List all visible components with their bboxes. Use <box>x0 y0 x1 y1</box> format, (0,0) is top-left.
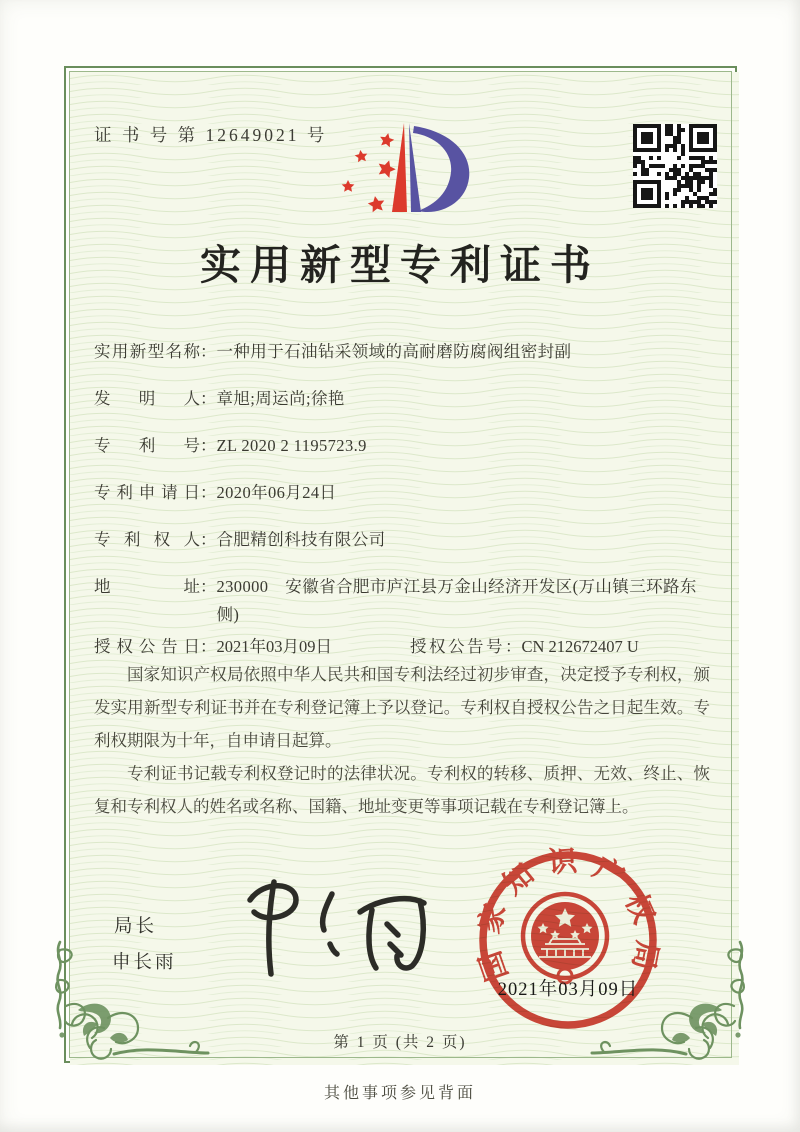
field-label: 专利权人 <box>94 530 200 549</box>
qr-code <box>633 124 717 208</box>
grant-row <box>94 633 710 661</box>
national-emblem-icon <box>523 894 607 983</box>
back-note: 其他事项参见背面 <box>323 1085 476 1102</box>
grant-date-label: 授权公告日 <box>94 637 200 656</box>
field-value: 合肥精创科技有限公司 <box>216 530 386 549</box>
paragraph: 国家知识产权局依照中华人民共和国专利法经过初步审查，决定授予专利权，颁发实用新型专利证书并在专利登记簿上予以登记。专利权自授权公告之日起生效。专利权期限为十年，自申请日起算。 <box>94 665 710 750</box>
grant-date-group <box>94 633 410 661</box>
field-colon: ： <box>200 436 217 455</box>
field-label: 地址 <box>94 577 200 596</box>
grant-date-value: 2021年03月09日 <box>216 637 332 656</box>
field-row-inventors <box>94 385 710 413</box>
certificate-number: 证 书 号 第 12649021 号 <box>94 125 328 145</box>
field-row-name <box>94 338 710 366</box>
field-row-patent-number <box>94 432 710 460</box>
certificate-fields <box>94 338 710 661</box>
field-label: 实用新型名称 <box>94 342 200 361</box>
grant-number-label: 授权公告号 <box>410 637 505 656</box>
field-colon: ： <box>505 637 522 656</box>
field-row-patentee <box>94 526 710 554</box>
cnipa-logo-icon <box>330 108 482 236</box>
field-value: 2020年06月24日 <box>216 483 337 502</box>
seal-text: 国家知识产权局 <box>473 845 663 985</box>
field-row-address <box>94 573 710 629</box>
certificate-title: 实用新型专利证书 <box>200 242 600 288</box>
field-value: ZL 2020 2 1195723.9 <box>216 436 367 455</box>
field-colon: ： <box>200 483 217 502</box>
grant-number-value: CN 212672407 U <box>521 637 639 656</box>
field-colon: ： <box>200 637 217 656</box>
field-colon: ： <box>200 342 217 361</box>
field-label: 专利号 <box>94 436 200 455</box>
field-label: 发明人 <box>94 389 200 408</box>
field-row-filing-date <box>94 479 710 507</box>
legal-text <box>94 658 710 823</box>
seal-date: 2021年03月09日 <box>497 980 639 1000</box>
field-colon: ： <box>200 389 217 408</box>
field-label: 专利申请日 <box>94 483 200 502</box>
field-colon: ： <box>200 530 217 549</box>
official-seal-icon <box>473 845 663 1035</box>
signature-icon <box>212 868 444 988</box>
grant-number-group <box>410 633 639 661</box>
director-title: 局长 <box>114 917 158 937</box>
field-value: 230000 安徽省合肥市庐江县万金山经济开发区(万山镇三环路东侧) <box>216 577 697 624</box>
field-colon: ： <box>200 577 217 596</box>
field-value: 章旭;周运尚;徐艳 <box>216 389 345 408</box>
paragraph: 专利证书记载专利权登记时的法律状况。专利权的转移、质押、无效、终止、恢复和专利权人的姓名或名称、国籍、地址变更等事项记载在专利登记簿上。 <box>94 764 710 816</box>
director-name: 申长雨 <box>112 953 177 973</box>
page-number: 第 1 页 (共 2 页) <box>333 1034 467 1051</box>
field-value: 一种用于石油钻采领域的高耐磨防腐阀组密封副 <box>216 342 572 361</box>
